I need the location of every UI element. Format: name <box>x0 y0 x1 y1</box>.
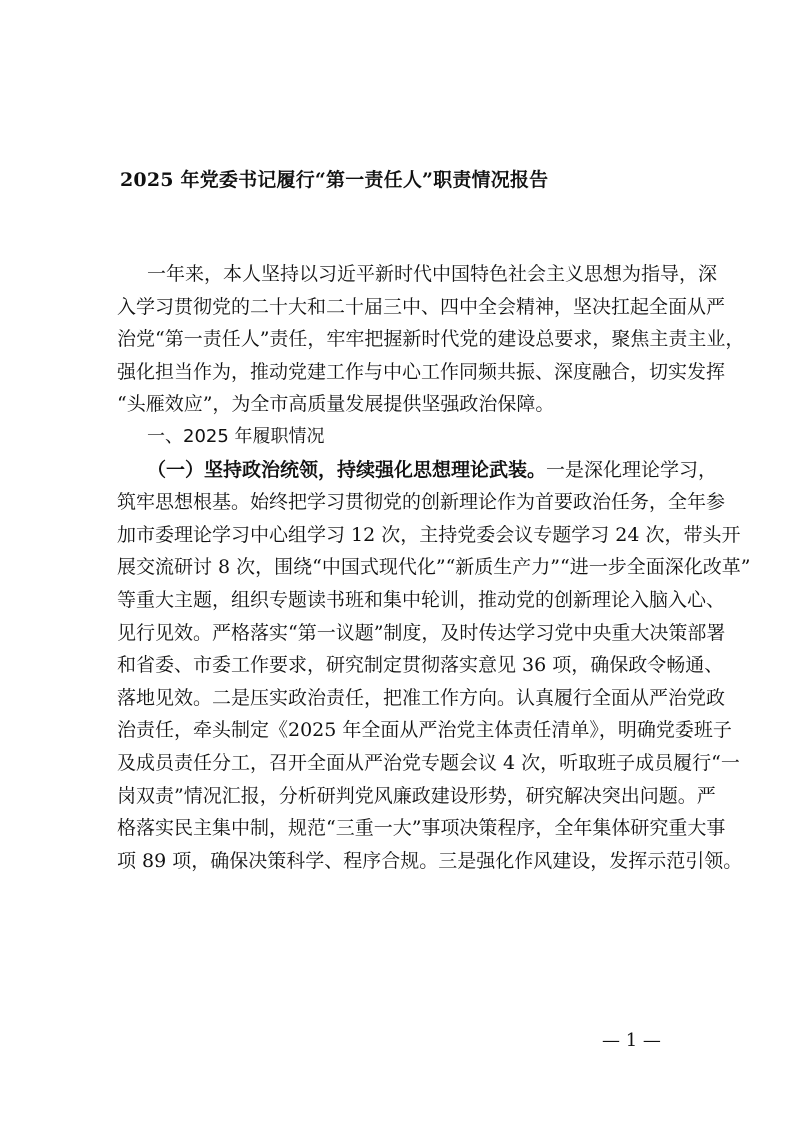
paragraph-line: 及成员责任分工，召开全面从严治党专题会议 4 次，听取班子成员履行“一 <box>117 751 740 774</box>
document-title: 2025 年党委书记履行“第一责任人”职责情况报告 <box>120 169 549 191</box>
paragraph-line: 格落实民主集中制，规范“三重一大”事项决策程序，全年集体研究重大事 <box>117 817 726 840</box>
intro-line: 入学习贯彻党的二十大和二十届三中、四中全会精神，坚决扛起全面从严 <box>117 295 726 318</box>
page-number: — 1 — <box>602 1030 661 1051</box>
paragraph-line: 项 89 项，确保决策科学、程序合规。三是强化作风建设，发挥示范引领。 <box>117 849 743 872</box>
paragraph-line: 岗双责”情况汇报，分析研判党风廉政建设形势，研究解决突出问题。严 <box>117 784 716 807</box>
paragraph-line: 展交流研讨 8 次，围绕“中国式现代化”“新质生产力”“进一步全面深化改革” <box>117 556 751 579</box>
paragraph-line: 筑牢思想根基。始终把学习贯彻党的创新理论作为首要政治任务，全年参 <box>117 491 726 514</box>
paragraph-line: 治责任，牵头制定《2025 年全面从严治党主体责任清单》，明确党委班子 <box>117 719 732 742</box>
paragraph-line: 和省委、市委工作要求，研究制定贯彻落实意见 36 项，确保政令畅通、 <box>117 654 724 677</box>
paragraph-line: 加市委理论学习中心组学习 12 次，主持党委会议专题学习 24 次，带头开 <box>117 523 741 546</box>
intro-line: 一年来，本人坚持以习近平新时代中国特色社会主义思想为指导，深 <box>147 263 718 285</box>
paragraph-line: 见行见效。严格落实“第一议题”制度，及时传达学习党中央重大决策部署 <box>117 621 726 644</box>
document-body <box>117 258 751 877</box>
subsection-heading: （一）坚持政治统领，持续强化思想理论武装。 <box>147 458 547 481</box>
paragraph-line: 落地见效。二是压实政治责任，把准工作方向。认真履行全面从严治党政 <box>117 686 726 709</box>
intro-line: 强化担当作为，推动党建工作与中心工作同频共振、深度融合，切实发挥 <box>117 360 726 383</box>
paragraph-line: 等重大主题，组织专题读书班和集中轮训，推动党的创新理论入脑入心、 <box>117 588 726 611</box>
intro-line: “头雁效应”，为全市高质量发展提供坚强政治保障。 <box>117 393 555 416</box>
intro-line: 治党“第一责任人”责任，牢牢把握新时代党的建设总要求，聚焦主责主业， <box>117 328 745 351</box>
subsection-first-line-text: 一是深化理论学习， <box>546 458 718 481</box>
subsection-first-line <box>117 454 718 487</box>
section-heading: 一、2025 年履职情况 <box>147 425 325 447</box>
